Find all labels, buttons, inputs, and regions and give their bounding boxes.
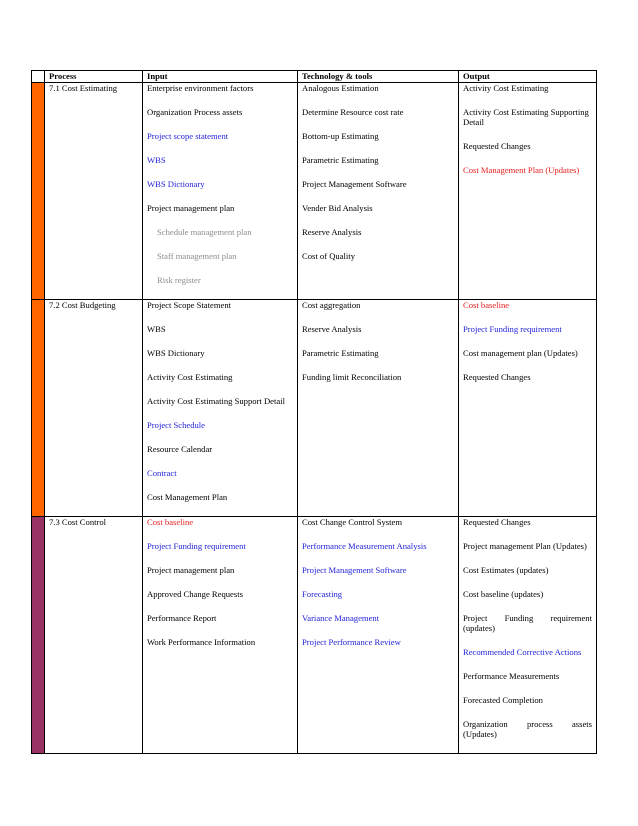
output-item: Cost baseline (updates) — [463, 589, 544, 599]
input-item: WBS Dictionary — [147, 348, 205, 358]
input-cell — [143, 83, 298, 300]
output-cell — [459, 300, 597, 517]
input-item: WBS — [147, 155, 166, 165]
process-row-cost-control — [32, 517, 597, 754]
tool-cell — [298, 517, 459, 754]
input-item: Project scope statement — [147, 131, 229, 141]
tool-item: Forecasting — [302, 589, 343, 599]
output-item: Cost management plan (Updates) — [463, 348, 578, 358]
input-item: Project Schedule — [147, 420, 205, 430]
tool-item: Parametric Estimating — [302, 155, 379, 165]
tool-item: Project Management Software — [302, 179, 407, 189]
output-item: Requested Changes — [463, 372, 531, 382]
tool-item: Reserve Analysis — [302, 324, 362, 334]
tool-cell — [298, 300, 459, 517]
input-item: Performance Report — [147, 613, 217, 623]
output-item: Requested Changes — [463, 517, 531, 527]
output-item: Cost baseline — [463, 300, 510, 310]
process-name: 7.2 Cost Budgeting — [45, 300, 143, 517]
output-cell — [459, 83, 597, 300]
tool-item: Analogous Estimation — [302, 83, 379, 93]
tool-item: Variance Management — [302, 613, 380, 623]
output-item: Organization process assets (Updates) — [463, 719, 592, 739]
input-item: Organization Process assets — [147, 107, 243, 117]
output-item: Requested Changes — [463, 141, 531, 151]
tool-item: Project Management Software — [302, 565, 407, 575]
output-item: Recommended Corrective Actions — [463, 647, 582, 657]
row-color-bar — [32, 83, 45, 300]
input-item: Schedule management plan — [157, 227, 252, 237]
header-row — [32, 71, 597, 83]
row-color-bar — [32, 517, 45, 754]
header-output: Output — [459, 71, 597, 83]
input-cell — [143, 300, 298, 517]
tool-item: Performance Measurement Analysis — [302, 541, 427, 551]
output-item: Activity Cost Estimating Supporting Detail — [463, 107, 589, 127]
row-color-bar — [32, 300, 45, 517]
input-item: WBS — [147, 324, 166, 334]
output-item: Cost Estimates (updates) — [463, 565, 549, 575]
process-row-cost-budgeting — [32, 300, 597, 517]
header-input: Input — [143, 71, 298, 83]
tool-item: Cost aggregation — [302, 300, 361, 310]
header-color-cell — [32, 71, 45, 83]
header-tools: Technology & tools — [298, 71, 459, 83]
process-name: 7.1 Cost Estimating — [45, 83, 143, 300]
input-item: Approved Change Requests — [147, 589, 243, 599]
tool-item: Vender Bid Analysis — [302, 203, 373, 213]
input-item: Cost Management Plan — [147, 492, 228, 502]
tool-item: Funding limit Reconciliation — [302, 372, 402, 382]
output-item: Cost Management Plan (Updates) — [463, 165, 580, 175]
input-item: Resource Calendar — [147, 444, 213, 454]
input-item: Cost baseline — [147, 517, 194, 527]
output-item: Project management Plan (Updates) — [463, 541, 587, 551]
header-process: Process — [45, 71, 143, 83]
tool-item: Cost Change Control System — [302, 517, 403, 527]
input-item: Project Funding requirement — [147, 541, 246, 551]
input-item: Activity Cost Estimating — [147, 372, 233, 382]
output-item: Performance Measurements — [463, 671, 560, 681]
process-name: 7.3 Cost Control — [45, 517, 143, 754]
tool-item: Bottom-up Estimating — [302, 131, 379, 141]
cost-management-table — [31, 70, 597, 754]
input-cell — [143, 517, 298, 754]
input-item: WBS Dictionary — [147, 179, 205, 189]
tool-cell — [298, 83, 459, 300]
tool-item: Parametric Estimating — [302, 348, 379, 358]
input-item: Project management plan — [147, 565, 235, 575]
input-item: Enterprise environment factors — [147, 83, 254, 93]
output-cell — [459, 517, 597, 754]
input-item: Risk register — [157, 275, 201, 285]
output-item: Project Funding requirement (updates) — [463, 613, 592, 633]
input-item: Staff management plan — [157, 251, 237, 261]
tool-item: Determine Resource cost rate — [302, 107, 404, 117]
input-item: Project management plan — [147, 203, 235, 213]
input-item: Activity Cost Estimating Support Detail — [147, 396, 285, 406]
input-item: Project Scope Statement — [147, 300, 232, 310]
process-row-cost-estimating — [32, 83, 597, 300]
tool-item: Project Performance Review — [302, 637, 401, 647]
tool-item: Cost of Quality — [302, 251, 355, 261]
output-item: Activity Cost Estimating — [463, 83, 549, 93]
input-item: Work Performance Information — [147, 637, 256, 647]
output-item: Project Funding requirement — [463, 324, 562, 334]
tool-item: Reserve Analysis — [302, 227, 362, 237]
output-item: Forecasted Completion — [463, 695, 543, 705]
input-item: Contract — [147, 468, 177, 478]
